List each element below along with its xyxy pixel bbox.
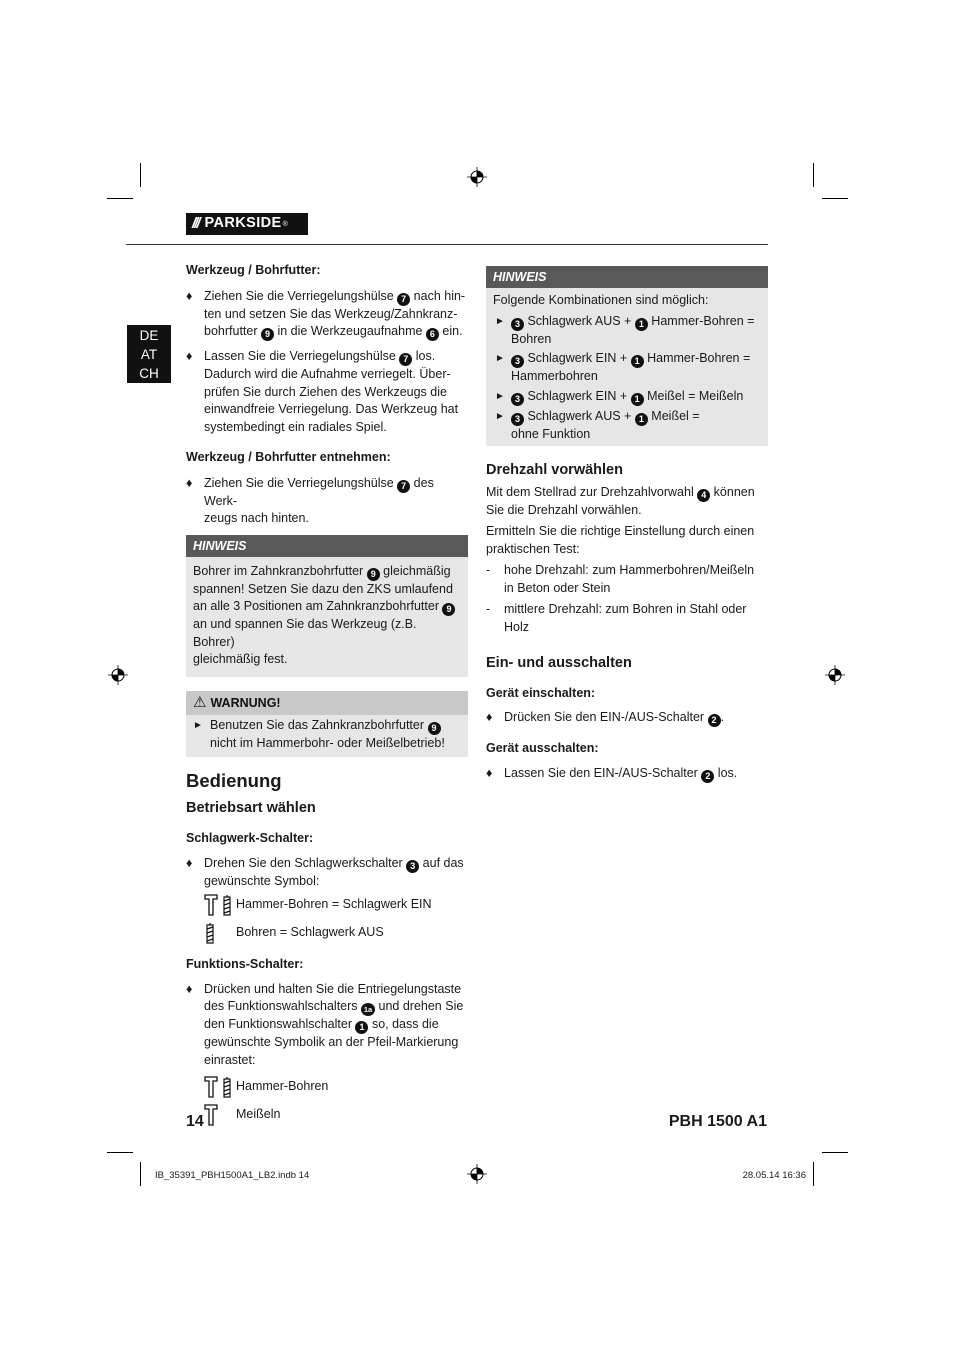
imprint-file: IB_35391_PBH1500A1_LB2.indb 14: [155, 1170, 310, 1181]
model-name: PBH 1500 A1: [668, 1113, 767, 1130]
diamond-bullet-icon: ♦: [186, 855, 193, 870]
warnung-title: WARNUNG!: [210, 695, 281, 710]
combination-list: [493, 313, 761, 444]
diamond-bullet-icon: ♦: [486, 710, 493, 724]
registration-mark-icon: [108, 665, 128, 685]
symbol-row-bohren: [186, 919, 468, 947]
logo-slashes: ///: [192, 215, 199, 233]
heading-ausschalten: Gerät ausschalten:: [486, 741, 599, 755]
symbol-label: Hammer-Bohren: [236, 1079, 329, 1094]
list-item: - mittlere Drehzahl: zum Bohren in Stahl oder Holz: [486, 602, 747, 634]
parkside-logo: [186, 213, 308, 235]
list-item: ♦ Lassen Sie die Verriegelungshülse 7 los. Dadurch wird die Aufnahme verriegelt. Über- prüfen Sie durch Ziehen des Werkzeugs die einwandfreie Verriegelung. Das Werkzeug hat systembedingt ein radiales Spiel.: [186, 349, 459, 434]
drill-bit-icon: [204, 922, 216, 944]
header-rule: [126, 244, 768, 245]
heading-schlagwerk-schalter: Schlagwerk-Schalter:: [186, 831, 314, 845]
crop-mark: [813, 163, 814, 187]
lang-at: AT: [140, 347, 158, 362]
callout-number: 3: [406, 860, 419, 873]
section-heading-entnehmen: Werkzeug / Bohrfutter entnehmen:: [186, 450, 391, 464]
list-item: ♦ Ziehen Sie die Verriegelungshülse 7 nach hin- ten und setzen Sie das Werkzeug/Zahnkranz- bohrfutter 9 in die Werkzeugaufnahme 6 ein.: [186, 288, 466, 339]
heading-drehzahl: Drehzahl vorwählen: [486, 462, 623, 478]
list-item: ♦ Ziehen Sie die Verriegelungshülse 7 des Werk- zeugs nach hinten.: [186, 475, 434, 525]
crop-mark: [140, 1162, 141, 1186]
callout-number: 1: [631, 355, 644, 368]
arrow-bullet-icon: ►: [495, 390, 505, 402]
callout-number: 7: [397, 293, 410, 306]
callout-number: 9: [442, 603, 455, 616]
diamond-bullet-icon: ♦: [186, 475, 193, 490]
callout-number: 1: [355, 1021, 368, 1034]
lang-ch: CH: [139, 366, 159, 381]
callout-number: 6: [426, 328, 439, 341]
diamond-bullet-icon: ♦: [486, 765, 493, 780]
symbol-label: Meißeln: [236, 1107, 281, 1122]
callout-number: 2: [708, 714, 721, 727]
diamond-bullet-icon: ♦: [186, 981, 193, 996]
callout-number: 1: [635, 318, 648, 331]
registration-mark-icon: [825, 665, 845, 685]
heading-funktions-schalter: Funktions-Schalter:: [186, 957, 304, 971]
callout-number: 1: [635, 413, 648, 426]
logo-brand: PARKSIDE: [204, 215, 282, 232]
callout-number: 7: [397, 480, 410, 493]
logo-registered: ®: [282, 221, 288, 228]
paragraph: Mit dem Stellrad zur Drehzahlvorwahl 4 können Sie die Drehzahl vorwählen.: [486, 484, 755, 517]
callout-number: 3: [511, 413, 524, 426]
list-item: ♦ Drehen Sie den Schlagwerkschalter 3 auf das gewünschte Symbol:: [186, 855, 464, 888]
callout-number: 3: [511, 318, 524, 331]
combination-item: ► 3 Schlagwerk EIN + 1 Hammer-Bohren = Hammerbohren: [495, 351, 751, 383]
symbol-label: Bohren = Schlagwerk AUS: [236, 925, 384, 940]
heading-einschalten: Gerät einschalten:: [486, 685, 596, 700]
combination-item: ► 3 Schlagwerk EIN + 1 Meißel = Meißeln: [495, 388, 744, 404]
list-item: - hohe Drehzahl: zum Hammerbohren/Meißeln in Beton oder Stein: [486, 563, 755, 595]
callout-number: 7: [399, 353, 412, 366]
diamond-bullet-icon: ♦: [186, 349, 193, 363]
crop-mark: [822, 1152, 848, 1153]
callout-number: 2: [701, 770, 714, 783]
crop-mark: [813, 1162, 814, 1186]
callout-number: 3: [511, 393, 524, 406]
callout-number: 3: [511, 355, 524, 368]
hinweis-title: HINWEIS: [486, 266, 768, 288]
arrow-bullet-icon: ►: [495, 353, 505, 364]
dash-bullet: -: [486, 563, 491, 577]
callout-number: 4: [697, 489, 710, 502]
hinweis-intro: Folgende Kombinationen sind möglich:: [493, 293, 709, 307]
heading-bedienung: Bedienung: [186, 770, 282, 791]
callout-number: 9: [367, 568, 380, 581]
diamond-bullet-icon: ♦: [186, 288, 193, 303]
heading-ein-aus: Ein- und ausschalten: [486, 655, 632, 671]
hinweis-box: HINWEIS Bohrer im Zahnkranzbohrfutter 9 gleichmäßig spannen! Setzen Sie dazu den ZKS umlaufend an alle 3 Positionen am Zahnkranzbohrfutter 9 an und spannen Sie das Werkzeug (z.B. Bohrer) gleichmäßig fest.: [186, 535, 468, 677]
callout-number: 9: [428, 722, 441, 735]
list-item: ♦ Drücken und halten Sie die Entriegelungstaste des Funktionswahlschalters 1a und drehen Sie den Funktionswahlschalter 1 so, dass die gewünschte Symbolik an der Pfeil-Markierung einrastet:: [186, 981, 464, 1067]
callout-number: 1: [631, 393, 644, 406]
section-heading-werkzeug: Werkzeug / Bohrfutter:: [186, 263, 321, 277]
arrow-bullet-icon: ►: [193, 719, 203, 731]
symbol-row-hammer-bohren: [186, 1073, 468, 1101]
imprint-date: 28.05.14 16:36: [742, 1170, 806, 1181]
paragraph: Ermitteln Sie die richtige Einstellung durch einen praktischen Test:: [486, 524, 755, 556]
callout-number: 1a: [361, 1003, 375, 1016]
dash-bullet: -: [486, 602, 491, 616]
combination-item: ► 3 Schlagwerk AUS + 1 Hammer-Bohren = Bohren: [495, 313, 755, 346]
right-column: [486, 266, 768, 783]
symbol-row-meisseln: [186, 1101, 468, 1129]
hammer-icon: [204, 1104, 218, 1126]
registration-mark-icon: [467, 167, 487, 187]
hinweis-title: HINWEIS: [186, 535, 468, 557]
crop-mark: [140, 163, 141, 187]
combination-item: ► 3 Schlagwerk AUS + 1 Meißel = ohne Funktion: [495, 408, 700, 441]
list-item: ♦ Lassen Sie den EIN-/AUS-Schalter 2 los.: [486, 765, 738, 781]
symbol-row-hammer-bohren: [186, 891, 468, 919]
warning-triangle-icon: ⚠: [193, 693, 207, 711]
warnung-header: [186, 691, 468, 715]
lang-de: DE: [139, 328, 159, 343]
registration-mark-icon: [467, 1164, 487, 1184]
page-number: 14: [186, 1113, 204, 1130]
left-column: [186, 262, 468, 1129]
list-item: ♦ Drücken Sie den EIN-/AUS-Schalter 2 .: [486, 710, 725, 725]
hammer-icon: [204, 894, 218, 916]
drill-bit-icon: [221, 894, 233, 916]
arrow-bullet-icon: ►: [495, 315, 505, 327]
crop-mark: [107, 198, 133, 199]
hinweis-box: [486, 266, 768, 446]
list-item: ► Benutzen Sie das Zahnkranzbohrfutter 9 nicht im Hammerbohr- oder Meißelbetrieb!: [193, 717, 445, 750]
arrow-bullet-icon: ►: [495, 410, 505, 422]
language-tab: [127, 325, 171, 383]
callout-number: 9: [261, 328, 274, 341]
heading-betriebsart: Betriebsart wählen: [186, 799, 316, 816]
drill-bit-icon: [221, 1076, 233, 1098]
hammer-icon: [204, 1076, 218, 1098]
crop-mark: [107, 1152, 133, 1153]
crop-mark: [822, 198, 848, 199]
symbol-label: Hammer-Bohren = Schlagwerk EIN: [236, 897, 432, 912]
warnung-box: [186, 691, 468, 758]
